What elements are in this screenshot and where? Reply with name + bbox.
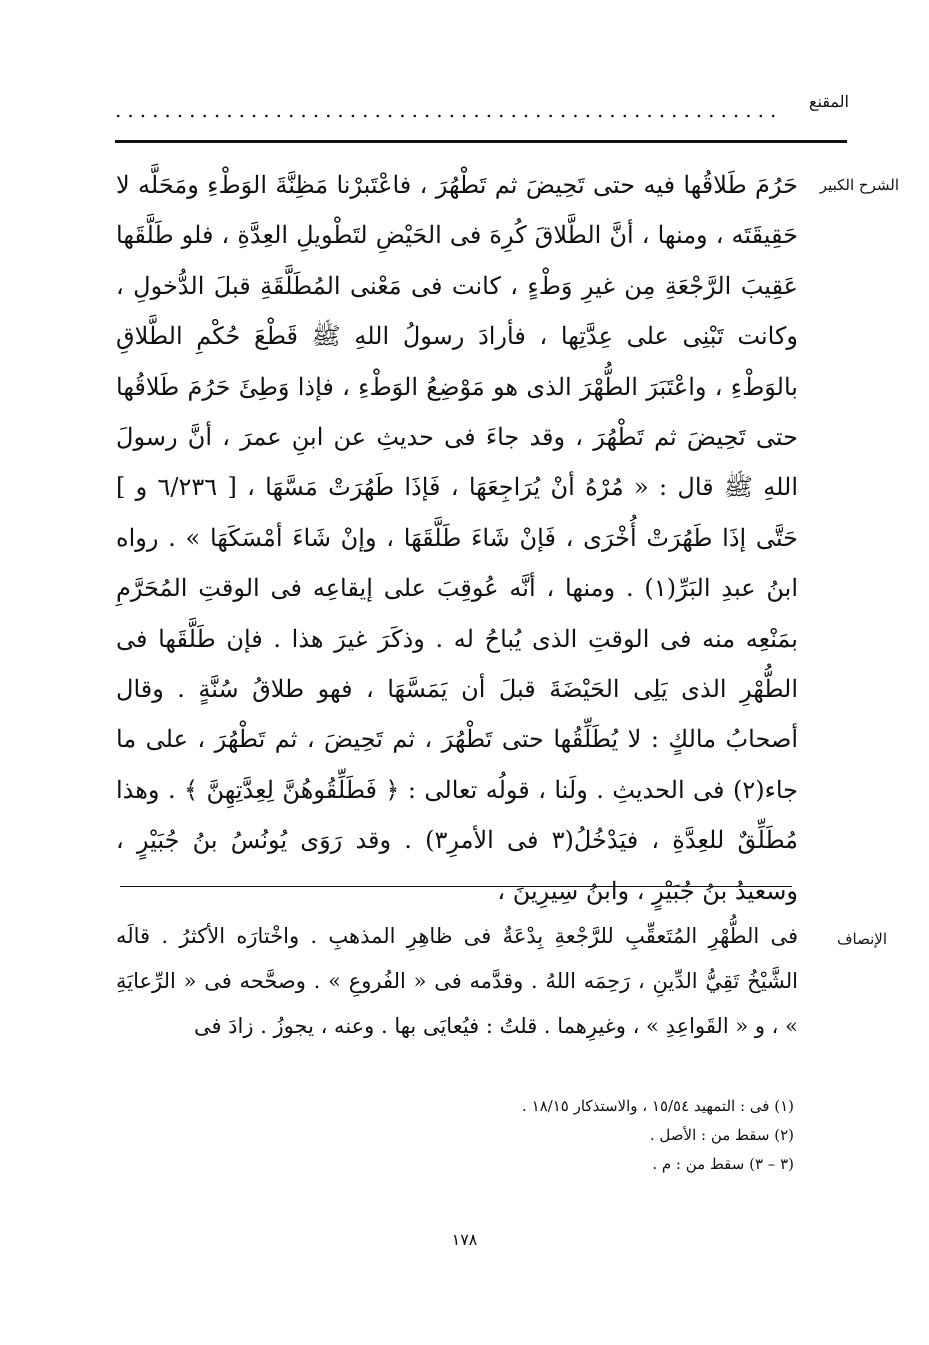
header-dotted-leader: ...................................................... xyxy=(115,98,783,122)
section-label-sharh: الشرح الكبير xyxy=(819,176,899,194)
sharh-paragraph: حَرُمَ طَلاقُها فيه حتى تَحِيضَ ثم تَطْهُرَ ، فاعْتَبرْنا مَظِنَّةَ الوَطْءِ ومَحَلَّه لا حَقِيقَتَه ، ومنها ، أنَّ الطَّلاقَ كُرِهَ فى الحَيْضِ لتَطْويلِ العِدَّةِ ، فلو طَلَّقَها عَقِيبَ الرَّجْعَةِ مِن غيرِ وَطْءٍ ، كانت فى مَعْنى المُطَلَّقَةِ قبلَ الدُّخولِ ، وكانت تَبْنِى على عِدَّتِها ، فأرادَ رسولُ اللهِ ﷺ قَطْعَ حُكْمِ الطَّلاقِ بالوَطْءِ ، واعْتَبَرَ الطُّهْرَ الذى هو مَوْضِعُ الوَطْءِ ، فإذا وَطِئَ حَرُمَ طَلاقُها حتى تَحِيضَ ثم تَطْهُرَ ، وقد جاءَ فى حديثِ عن ابنِ عمرَ ، أنَّ رسولَ اللهِ ﷺ قال : « مُرْهُ أنْ يُرَاجِعَهَا ، فَإذَا طَهُرَتْ مَسَّهَا ، [ ٦/٢٣٦ و ] حَتَّى إذَا طَهُرَتْ أُخْرَى ، فَإنْ شَاءَ طَلَّقَهَا ، وإنْ شَاءَ أمْسَكَهَا » . رواه ابنُ عبدِ البَرِّ(١) . ومنها ، أنَّه عُوقِبَ على إيقاعِه فى الوقتِ المُحَرَّمِ بمَنْعِه منه فى الوقتِ الذى يُباحُ له . وذكَرَ غيرَ هذا . فإن طَلَّقَها فى الطُّهْرِ الذى يَلِى الحَيْضَةَ قبلَ أن يَمَسَّهَا ، فهو طلاقُ سُنَّةٍ . وقال أصحابُ مالكٍ : لا يُطَلِّقُها حتى تَطْهُرَ ، ثم تَحِيضَ ، ثم تَطْهُرَ ، على ما جاء(٢) فى الحديثِ . ولَنا ، قولُه تعالى : ﴿ فَطَلِّقُوهُنَّ لِعِدَّتِهِنَّ ﴾ . وهذا مُطَلِّقٌ للعِدَّةِ ، فيَدْخُلُ(٣ فى الأمرِ٣) . وقد رَوَى يُونُسُ بنُ جُبَيْرٍ ، وسعيدُ بنُ جُبَيْرٍ ، وابنُ سِيرِينَ ، xyxy=(116,171,798,905)
insaf-paragraph: فى الطُّهْرِ المُتَعقِّبِ للرَّجْعةِ بِدْعَةٌ فى ظاهِرِ المذهبِ . واخْتارَه الأكثرُ . قالَه الشَّيْخُ تَقِيُّ الدِّينِ ، رَحِمَه اللهُ . وقدَّمه فى « الفُروعِ » . وصحَّحه فى « الرِّعايَةِ » ، و « القَواعِدِ » ، وغيرِهما . قلتُ : فيُعايَى بها . وعنه ، يجوزُ . زادَ فى xyxy=(116,924,798,1038)
header-rule xyxy=(115,140,847,143)
running-header-title: المقنع xyxy=(808,92,849,111)
footnotes xyxy=(374,1092,794,1179)
section-divider xyxy=(120,886,792,887)
section-label-insaf: الإنصاف xyxy=(836,930,887,948)
footnote-1: (١) فى : التمهيد ١٥/٥٤ ، والاستذكار ١٨/١٥ . xyxy=(522,1097,794,1115)
insaf-body xyxy=(116,914,798,1049)
footnote-2: (٢) سقط من : الأصل . xyxy=(649,1126,794,1144)
sharh-body xyxy=(116,160,798,916)
page-number: ١٧٨ xyxy=(451,1230,478,1249)
footnote-3: (٣ – ٣) سقط من : م . xyxy=(652,1155,794,1173)
